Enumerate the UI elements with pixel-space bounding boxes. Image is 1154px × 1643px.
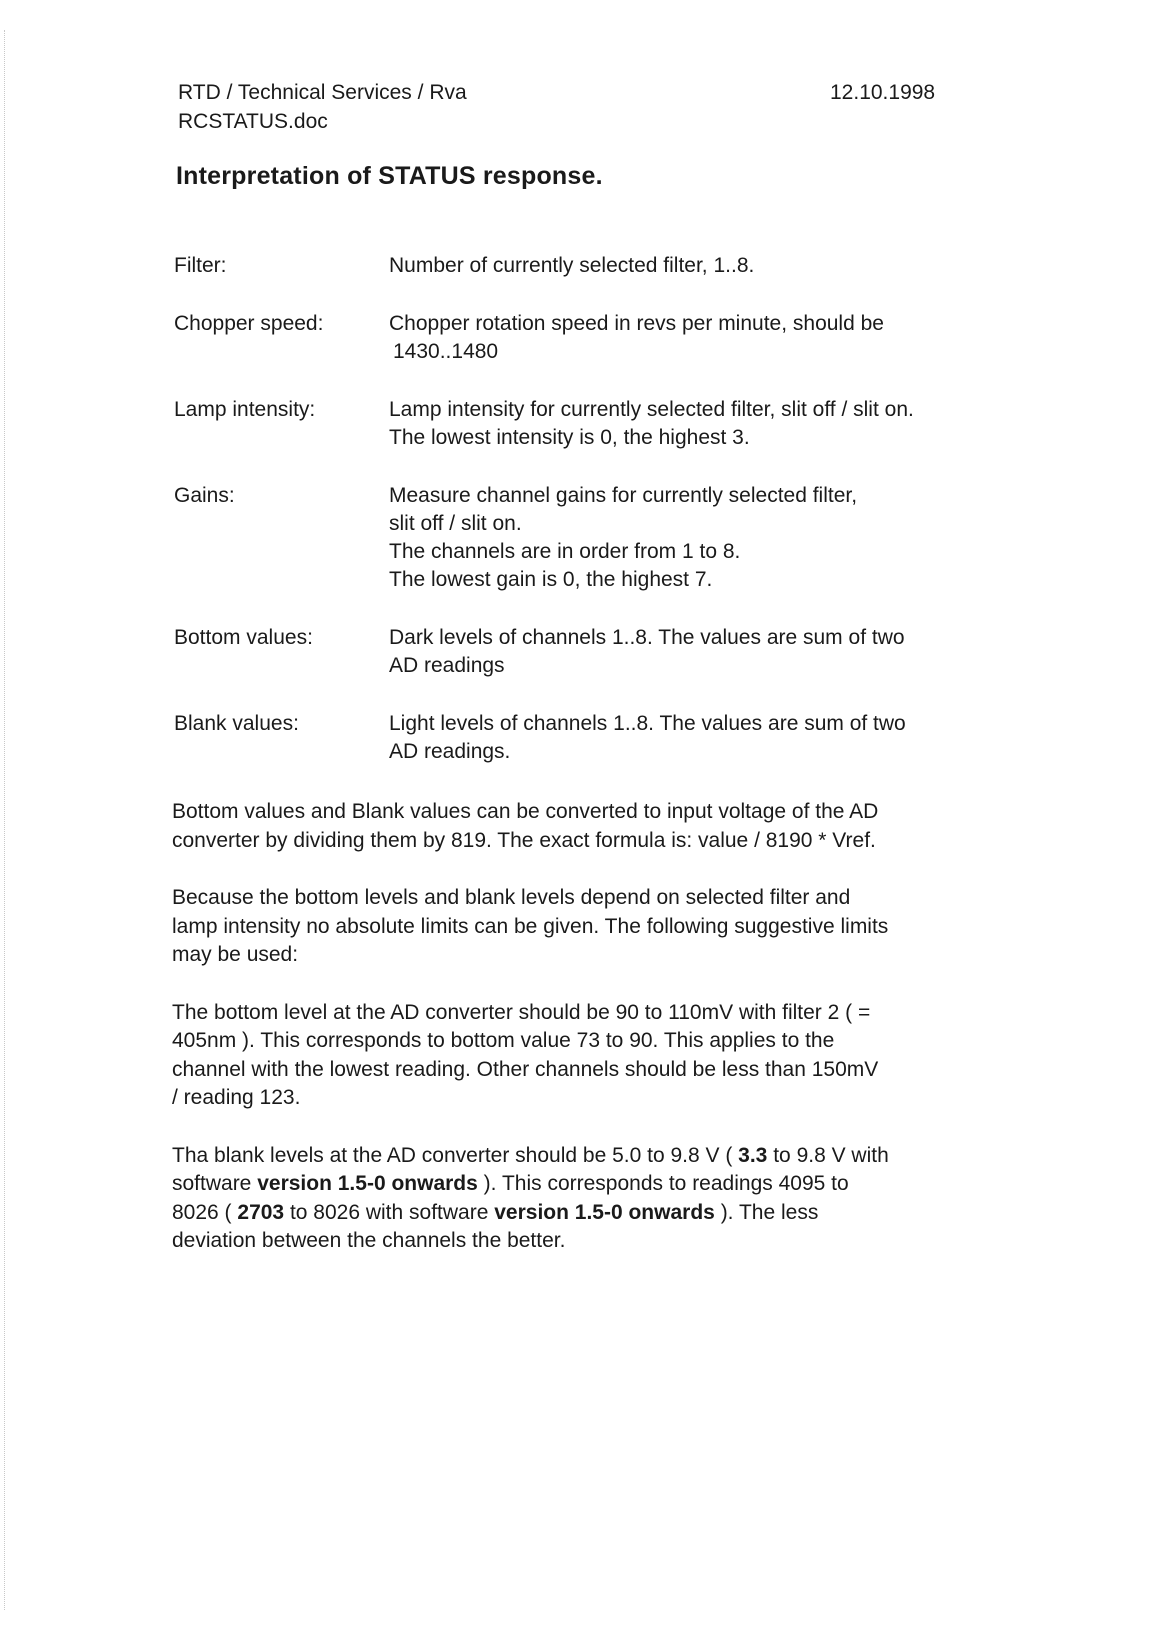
paragraph-line: 405nm ). This corresponds to bottom value 73 to 90. This applies to the: [172, 1029, 835, 1052]
description-line: Dark levels of channels 1..8. The values are sum of two: [389, 626, 905, 649]
paragraph-line: Because the bottom levels and blank levels depend on selected filter and: [172, 886, 851, 909]
header-department: RTD / Technical Services / Rva: [178, 81, 467, 104]
definition-term: Bottom values:: [174, 626, 313, 649]
description-line: Measure channel gains for currently selected filter,: [389, 484, 858, 507]
description-line: The channels are in order from 1 to 8.: [389, 540, 741, 563]
description-line: slit off / slit on.: [389, 512, 522, 535]
paragraph-line: [172, 1142, 1022, 1171]
paragraph-line: [172, 1199, 1022, 1228]
definition-description: [389, 310, 1014, 366]
bold-value: 2703: [237, 1200, 285, 1224]
text-segment: ). This corresponds to readings 4095 to: [483, 1172, 849, 1195]
paragraph-line: Bottom values and Blank values can be converted to input voltage of the AD: [172, 800, 879, 823]
description-line: Number of currently selected filter, 1..8.: [389, 254, 755, 277]
paragraph-line: / reading 123.: [172, 1086, 301, 1109]
paragraph-bottom-level: [172, 999, 1022, 1113]
paragraph-limits-intro: [172, 884, 1022, 970]
paragraph-line: deviation between the channels the better.: [172, 1229, 566, 1252]
paragraph-line: [172, 1170, 1022, 1199]
text-segment: to 9.8 V with: [773, 1143, 889, 1167]
definition-term: Blank values:: [174, 712, 299, 735]
header-date: 12.10.1998: [830, 81, 936, 104]
definition-description: [389, 482, 1014, 594]
definition-description: [389, 710, 1014, 766]
description-line: 1430..1480: [393, 340, 499, 363]
scan-edge-line: [4, 30, 5, 1610]
description-line: The lowest intensity is 0, the highest 3.: [389, 426, 750, 449]
definition-term: Filter:: [174, 254, 227, 277]
bold-version: version 1.5-0 onwards: [257, 1172, 478, 1195]
paragraph-line: lamp intensity no absolute limits can be given. The following suggestive limits: [172, 914, 889, 938]
paragraph-line: channel with the lowest reading. Other channels should be less than 150mV: [172, 1057, 879, 1081]
page-title: Interpretation of STATUS response.: [176, 162, 603, 190]
header-filename: RCSTATUS.doc: [178, 110, 328, 133]
definition-list: [174, 252, 1014, 796]
body-text: [172, 798, 1022, 1285]
definition-term: Chopper speed:: [174, 312, 324, 335]
description-line: AD readings: [389, 654, 505, 677]
text-segment: 8026 (: [172, 1200, 232, 1224]
definition-description: [389, 624, 1014, 680]
text-segment: Tha blank levels at the AD converter should be 5.0 to 9.8 V (: [172, 1143, 733, 1167]
definition-description: [389, 396, 1014, 452]
text-segment: software: [172, 1172, 252, 1195]
text-segment: to 8026 with software: [289, 1200, 489, 1224]
definition-description: [389, 252, 1014, 280]
definition-blank-values: [174, 710, 1014, 766]
bold-version: version 1.5-0 onwards: [494, 1200, 715, 1224]
text-segment: ). The less: [720, 1200, 819, 1224]
description-line: Light levels of channels 1..8. The values are sum of two: [389, 712, 906, 735]
definition-term: Gains:: [174, 484, 235, 507]
definition-term: Lamp intensity:: [174, 398, 316, 421]
bold-value: 3.3: [738, 1143, 768, 1167]
description-line: The lowest gain is 0, the highest 7.: [389, 568, 713, 591]
document-header: [178, 78, 467, 136]
paragraph-line: may be used:: [172, 943, 299, 966]
description-line: Chopper rotation speed in revs per minute, should be: [389, 312, 884, 335]
paragraph-blank-level: [172, 1142, 1022, 1256]
paragraph-line: converter by dividing them by 819. The exact formula is: value / 8190 * Vref.: [172, 828, 876, 852]
paragraph-line: The bottom level at the AD converter should be 90 to 110mV with filter 2 ( =: [172, 1000, 871, 1024]
definition-lamp-intensity: [174, 396, 1014, 452]
definition-bottom-values: [174, 624, 1014, 680]
paragraph-conversion: [172, 798, 1022, 855]
definition-gains: [174, 482, 1014, 594]
definition-filter: [174, 252, 1014, 280]
description-line: Lamp intensity for currently selected filter, slit off / slit on.: [389, 398, 914, 421]
definition-chopper-speed: [174, 310, 1014, 366]
description-line: AD readings.: [389, 740, 511, 763]
